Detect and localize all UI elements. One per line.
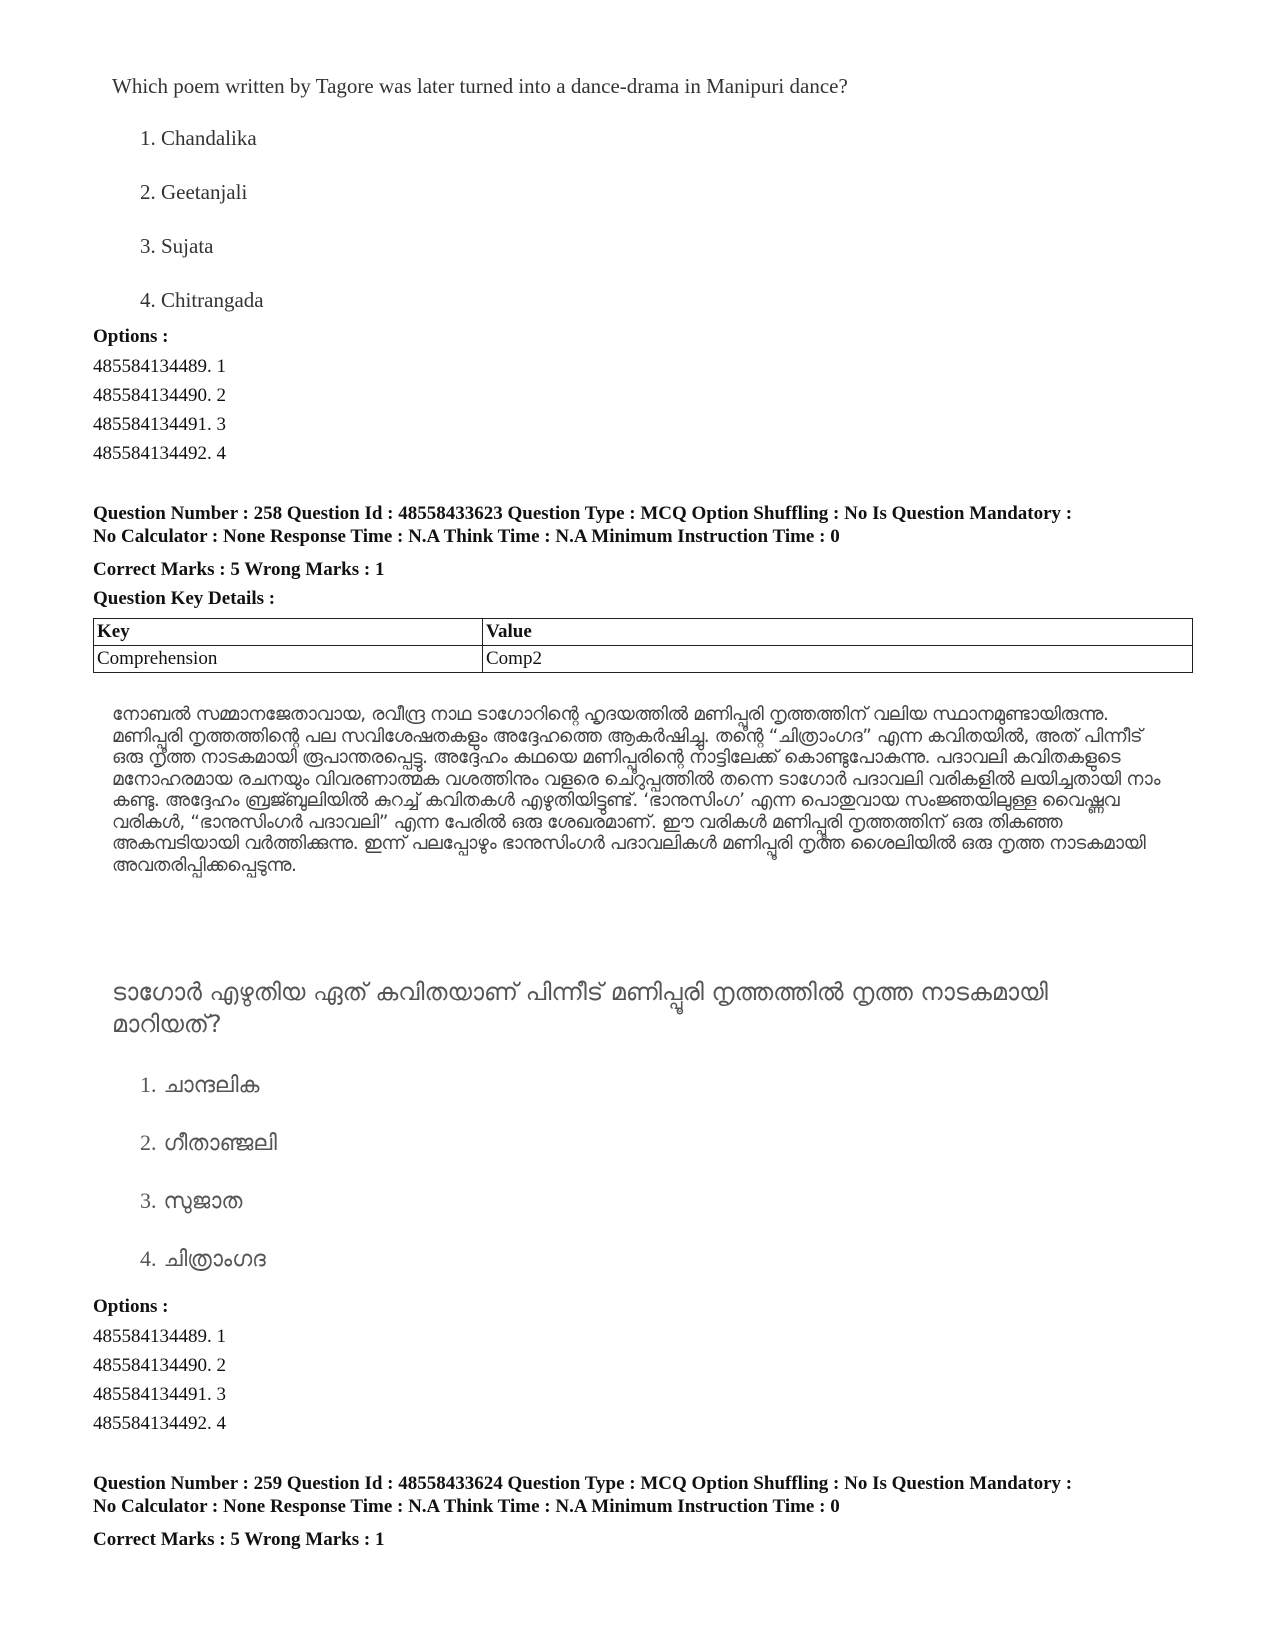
key-details-table xyxy=(93,618,1193,673)
answer-option xyxy=(140,1070,277,1128)
answer-option-number: 1. xyxy=(140,1072,157,1097)
marks-line: Correct Marks : 5 Wrong Marks : 1 xyxy=(93,1529,385,1550)
answer-option xyxy=(140,1186,277,1244)
answer-option: 2. Geetanjali xyxy=(140,180,248,204)
key-details-heading: Question Key Details : xyxy=(93,588,276,609)
answer-option: 1. Chandalika xyxy=(140,126,257,150)
answer-option: 3. Sujata xyxy=(140,234,214,258)
english-answer-list xyxy=(140,124,264,340)
option-id-list xyxy=(93,1322,226,1438)
question-meta-line2: No Calculator : None Response Time : N.A Think Time : N.A Minimum Instruction Time : 0 xyxy=(93,526,840,547)
answer-option xyxy=(140,1128,277,1186)
table-cell: Comprehension xyxy=(94,646,483,673)
question-meta-line1: Question Number : 259 Question Id : 48558433624 Question Type : MCQ Option Shuffling : No Is Question Mandatory : xyxy=(93,1473,1073,1494)
option-id: 485584134491. 3 xyxy=(93,414,226,435)
option-id: 485584134490. 2 xyxy=(93,385,226,406)
question-text-malayalam: ടാഗോർ എഴുതിയ ഏത് കവിതയാണ് പിന്നീട് മണിപ്പൂരി നൃത്തത്തിൽ നൃത്ത നാടകമായി മാറിയത്? xyxy=(112,978,1048,1038)
table-header-cell: Key xyxy=(94,619,483,646)
answer-option-text: സുജാത xyxy=(163,1189,243,1214)
marks-line: Correct Marks : 5 Wrong Marks : 1 xyxy=(93,559,385,580)
question-text-english: Which poem written by Tagore was later turned into a dance-drama in Manipuri dance? xyxy=(112,74,848,98)
question-meta-line1: Question Number : 258 Question Id : 48558433623 Question Type : MCQ Option Shuffling : No Is Question Mandatory : xyxy=(93,503,1073,524)
option-id: 485584134492. 4 xyxy=(93,443,226,464)
options-heading: Options : xyxy=(93,326,169,347)
option-id-list xyxy=(93,352,226,468)
option-id: 485584134489. 1 xyxy=(93,1326,226,1347)
malayalam-answer-list xyxy=(140,1070,277,1302)
answer-option-text: ചാന്ദലിക xyxy=(163,1073,260,1098)
question-meta xyxy=(93,1472,1193,1518)
option-id: 485584134490. 2 xyxy=(93,1355,226,1376)
answer-option-number: 3. xyxy=(140,1188,157,1213)
option-id: 485584134491. 3 xyxy=(93,1384,226,1405)
table-header-cell: Value xyxy=(483,619,1193,646)
answer-option-text: ചിത്രാംഗദ xyxy=(163,1247,266,1272)
table-row xyxy=(94,646,1193,673)
answer-option xyxy=(140,1244,277,1302)
answer-option-number: 2. xyxy=(140,1130,157,1155)
table-cell: Comp2 xyxy=(483,646,1193,673)
option-id: 485584134489. 1 xyxy=(93,356,226,377)
answer-option: 4. Chitrangada xyxy=(140,288,264,312)
table-header-row xyxy=(94,619,1193,646)
question-meta xyxy=(93,502,1193,548)
answer-option-text: ഗീതാഞ്ജലി xyxy=(163,1131,277,1156)
options-heading: Options : xyxy=(93,1296,169,1317)
option-id: 485584134492. 4 xyxy=(93,1413,226,1434)
answer-option-number: 4. xyxy=(140,1246,157,1271)
question-meta-line2: No Calculator : None Response Time : N.A Think Time : N.A Minimum Instruction Time : 0 xyxy=(93,1496,840,1517)
comprehension-passage: നോബൽ സമ്മാനജേതാവായ, രവീന്ദ്ര നാഥ ടാഗോറിന്റെ ഹൃദയത്തിൽ മണിപ്പൂരി നൃത്തത്തിന് വലിയ സ്ഥാനമുണ്ടായിരുന്നു. മണിപ്പൂരി നൃത്തത്തിന്റെ പല സവിശേഷതകളും അദ്ദേഹത്തെ ആകർഷിച്ചു. തന്റെ “ചിത്രാംഗദ” എന്ന കവിതയിൽ, അത് പിന്നീട് ഒരു നൃത്ത നാടകമായി രൂപാന്തരപ്പെട്ടു. അദ്ദേഹം കഥയെ മണിപ്പൂരിന്റെ നാട്ടിലേക്ക് കൊണ്ടുപോകുന്നു. പദാവലി കവിതകളുടെ മനോഹരമായ രചനയും വിവരണാത്മക വശത്തിനും വളരെ ചെറുപ്പത്തിൽ തന്നെ ടാഗോർ പദാവലി വരികളിൽ ലയിച്ചതായി നാം കണ്ടു. അദ്ദേഹം ബ്രജ്ബുലിയിൽ കുറച്ച് കവിതകൾ എഴുതിയിട്ടുണ്ട്. ‘ഭാനുസിംഗ’ എന്ന പൊതുവായ സംജ്ഞയിലുള്ള വൈഷ്ണവ വരികൾ, “ഭാനുസിംഗർ പദാവലി” എന്ന പേരിൽ ഒരു ശേഖരമാണ്. ഈ വരികൾ മണിപ്പൂരി നൃത്തത്തിന് ഒരു തികഞ്ഞ അകമ്പടിയായി വർത്തിക്കുന്നു. ഇന്ന് പലപ്പോഴും ഭാനുസിംഗർ പദാവലികൾ മണിപ്പൂരി നൃത്ത ശൈലിയിൽ ഒരു നൃത്ത നാടകമായി അവതരിപ്പിക്കപ്പെടുന്നു. xyxy=(112,704,1161,876)
